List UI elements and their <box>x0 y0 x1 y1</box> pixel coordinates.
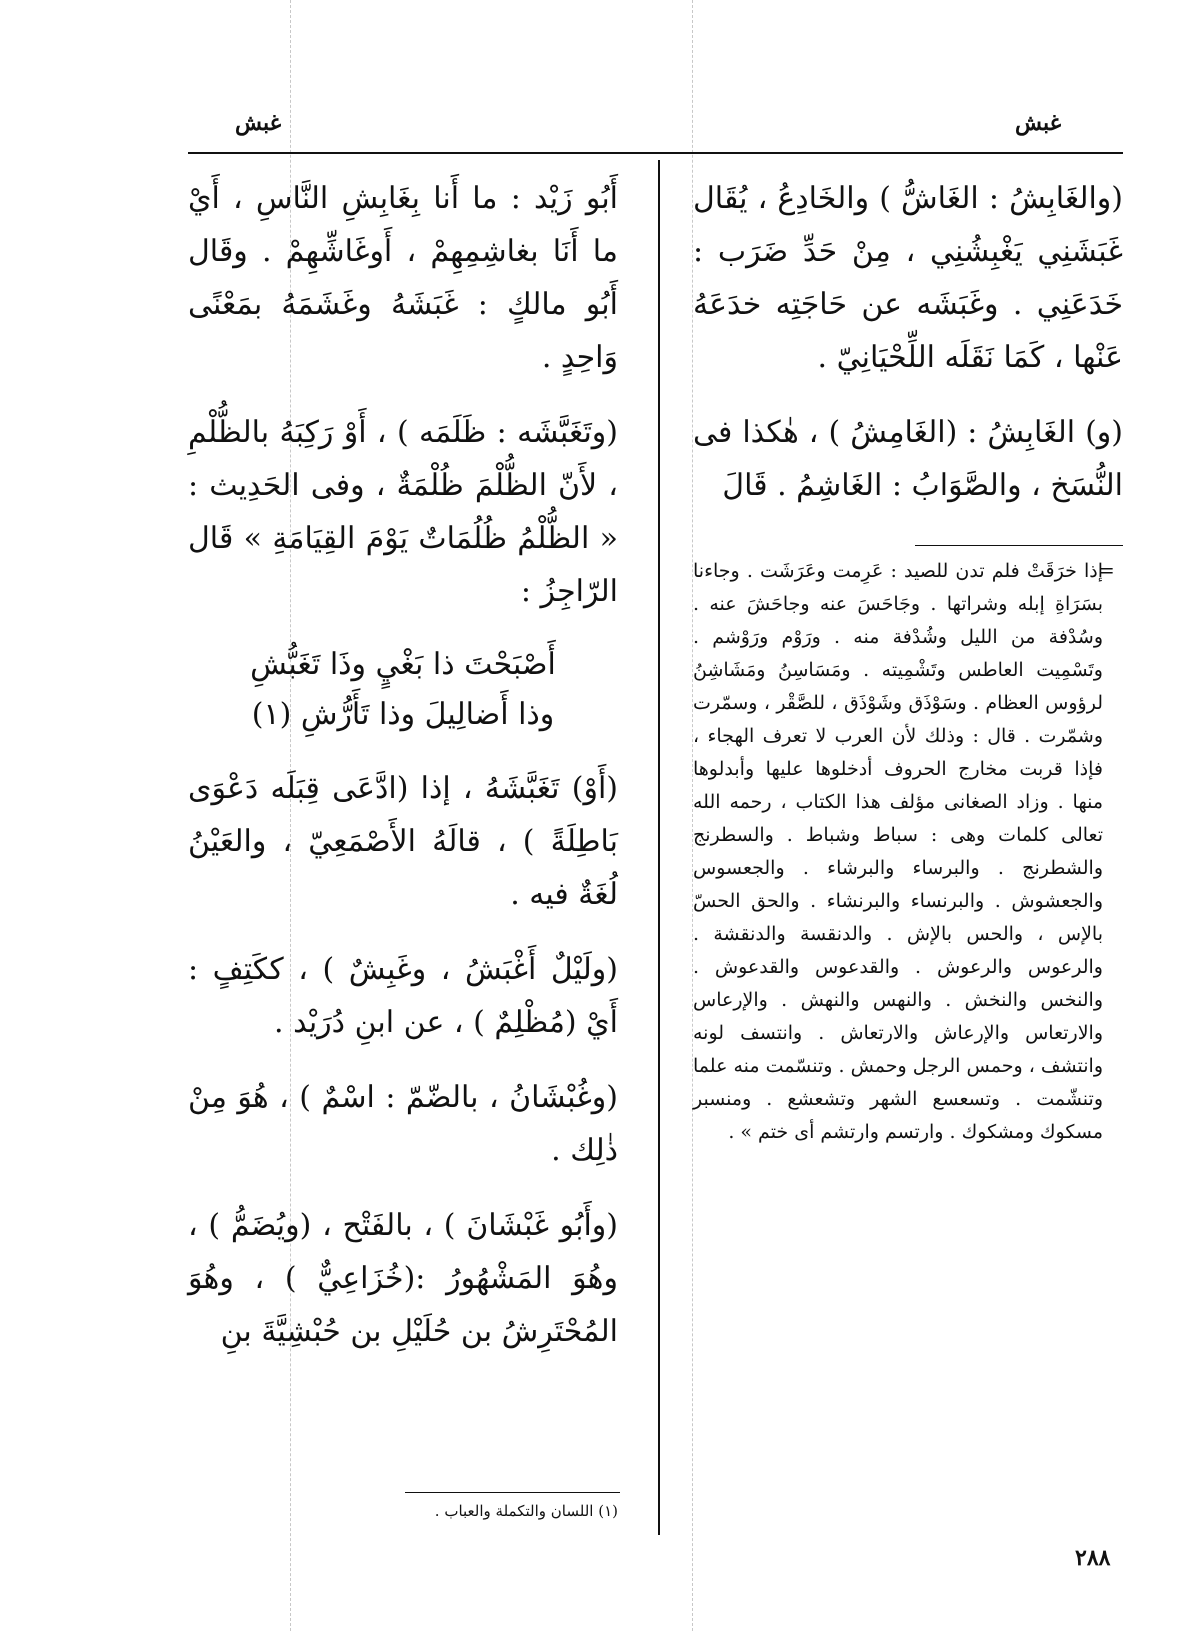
left-column <box>188 172 618 1380</box>
right-column <box>693 172 1123 534</box>
verse-line: أَصْبَحْتَ ذا بَغْيٍ وذَا تَغَبُّشِ <box>250 647 556 682</box>
running-header-left: غبش <box>235 110 282 136</box>
paragraph: (أَوْ) تَغَبَّشَهُ ، إذا (ادَّعَى قِبَلَه دَعْوَى بَاطِلَةً ) ، قالَهُ الأَصْمَعِيّ ، والعَيْنُ لُغَةٌ فيه . <box>188 771 618 912</box>
verse-line: وذا أَضالِيلَ وذا تَأَرُّشِ (١) <box>251 697 555 732</box>
continuation-note: إذا خرَقَتْ فلم تدن للصيد : عَرِمت وعَرَشَت . وجاءنا بسَرَاةِ إبله وشراتها . وجَاحَسَ عنه وجاحَشَ عنه . وسُدْفة من الليل وشُدْفة منه . ورَوْم ورَوْشم . وتَسْمِيت العاطس وتَشْمِيته . ومَسَاسِنُ ومَشَاشِنُ لرؤوس العظام . وسَوْذَق وشَوْذَق ، للصَّقْر ، وسمّرت وشمّرت . قال : وذلك لأن العرب لا تعرف الهجاء ، فإذا قربت مخارج الحروف أدخلوها عليها وأبدلوها منها . وزاد الصغانى مؤلف هذا الكتاب ، رحمه الله تعالى كلمات وهى : سباط وشباط . والسطرنج والشطرنج . والبرساء والبرشاء . والجعسوس والجعشوش . والبرنساء والبرنشاء . والحق الحسّ بالإس ، والحس بالإش . والدنقسة والدنقشة . والرعوس والرعوش . والقدعوس والقدعوش . والنخس والنخش . والنهس والنهش . والإرعاس والارتعاس والإرعاش والارتعاش . وانتسف لونه وانتشف ، وحمس الرجل وحمش . وتنسّمت منه علما وتنشّمت . وتسعسع الشهر وتشعشع . ومنسبر مسكوك ومشكوك . وارتسم وارتشم أى ختم » . <box>693 560 1103 1143</box>
paragraph: (وأَبُو غَبْشَانَ ) ، بالفَتْح ، (ويُضَمُّ ) ، وهُوَ المَشْهُورُ :(خُزَاعِيٌّ ) ، وهُوَ المُحْتَرِشُ بن حُلَيْلِ بن حُبْشِيَّةَ بنِ <box>188 1208 618 1349</box>
continuation-mark: = <box>1098 558 1115 582</box>
notes-rule <box>915 545 1123 546</box>
paragraph: أَبُو زَيْد : ما أَنا بِغَابِشِ النَّاسِ ، أَيْ ما أَنَا بغاشِمِهِمْ ، أَوغَاشِّهِمْ . وقَال أَبُو مالكٍ : غَبَشَهُ وغَشَمَهُ بمَعْنًى وَاحِدٍ . <box>188 181 618 375</box>
column-divider <box>658 160 660 1535</box>
paragraph: (ولَيْلٌ أَغْبَشُ ، وغَبِشٌ ) ، ككَتِفٍ : أَيْ (مُظْلِمٌ ) ، عن ابنِ دُرَيْد . <box>188 952 618 1040</box>
running-header-right: غبش <box>1015 110 1062 136</box>
paragraph: (وتَغَبَّشَه : ظَلَمَه ) ، أَوْ رَكِبَهُ بالظُّلْمِ ، لأَنّ الظُّلْمَ ظُلْمَةٌ ، وفى الحَدِيث : « الظُّلْمُ ظُلُمَاتٌ يَوْمَ القِيَامَةِ » قَال الرّاجِزُ : <box>188 415 618 609</box>
paragraph: (و) الغَابِشُ : (الغَامِشُ ) ، هٰكذا فى النُّسَخ ، والصَّوَابُ : الغَاشِمُ . قَالَ <box>693 415 1123 503</box>
page-number: ٢٨٨ <box>1075 1545 1111 1571</box>
footnote: (١) اللسان والتكملة والعباب . <box>434 1502 618 1520</box>
paragraph: (وغُبْشَانُ ، بالضّمّ : اسْمٌ ) ، هُوَ مِنْ ذٰلِك . <box>188 1080 618 1168</box>
paragraph: (والغَابِشُ : الغَاشُّ ) والخَادِعُ ، يُقَال غَبَشَنِي يَغْبِشُنِي ، مِنْ حَدِّ ضَرَب : خَدَعَنِي . وغَبَشَه عن حَاجَتِه خدَعَهُ عَنْها ، كَمَا نَقَلَه اللِّحْيَانِيّ . <box>693 181 1123 375</box>
verse <box>188 640 618 740</box>
header-rule <box>188 152 1123 154</box>
footnote-rule <box>405 1492 620 1493</box>
